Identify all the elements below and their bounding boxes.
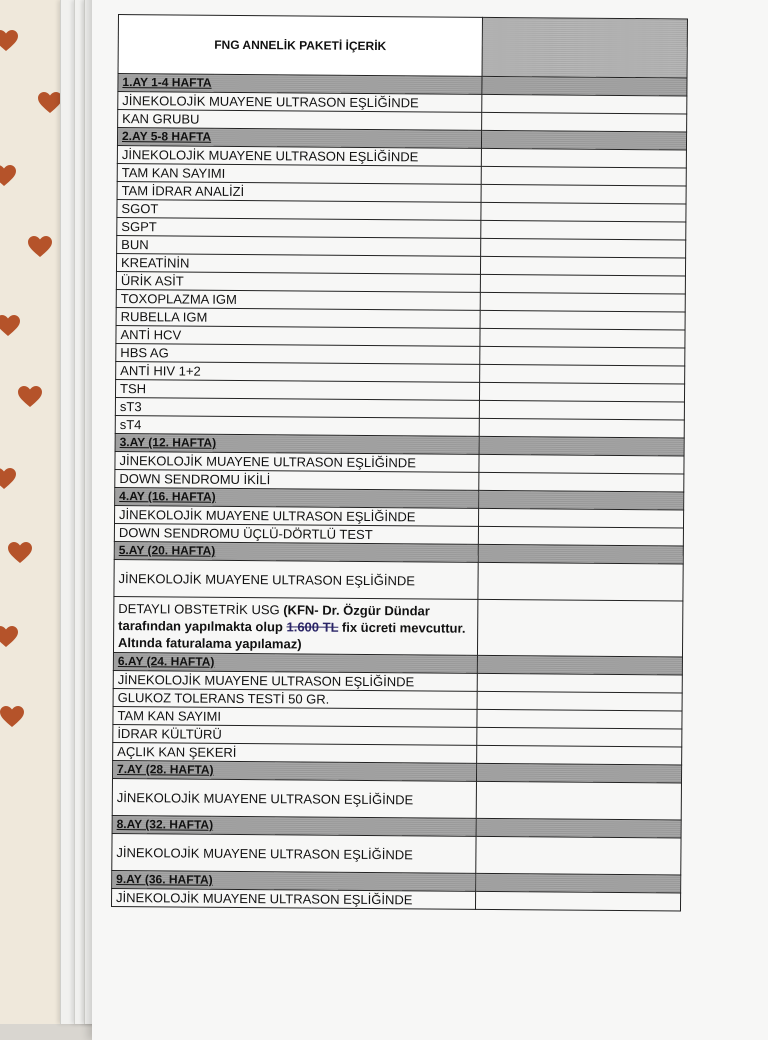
item-label: SGPT [117,217,481,238]
item-value [482,94,687,114]
item-value [481,238,686,258]
item-value [478,508,683,528]
item-value [481,148,686,168]
item-value [477,709,682,729]
item-label: ANTİ HCV [116,325,480,346]
item-value [478,526,683,546]
item-value [480,256,685,276]
content-table [111,14,688,911]
item-label: HBS AG [116,343,480,364]
item-label: GLUKOZ TOLERANS TESTİ 50 GR. [113,688,477,709]
heart-icon [0,468,16,490]
item-label: TSH [115,379,479,400]
item-label: AÇLIK KAN ŞEKERİ [113,742,477,763]
item-label: JİNEKOLOJİK MUAYENE ULTRASON EŞLİĞİNDE [117,145,481,166]
heart-icon [0,706,24,728]
heart-icon [18,386,42,408]
section-header: 7.AY (28. HAFTA) [112,760,476,781]
item-value [481,184,686,204]
item-label: RUBELLA IGM [116,307,480,328]
note-bold: (KFN- Dr. Özgür Dündar tarafından yapılmakta olup [118,601,430,634]
item-value [477,745,682,765]
heart-icon [28,236,52,258]
heart-icon [0,30,18,52]
item-value [479,418,684,438]
item-label: JİNEKOLOJİK MUAYENE ULTRASON EŞLİĞİNDE [114,505,478,526]
item-value [479,454,684,474]
item-label: KREATİNİN [116,253,480,274]
item-label: JİNEKOLOJİK MUAYENE ULTRASON EŞLİĞİNDE [114,559,478,599]
heart-icon [38,92,62,114]
item-value [479,400,684,420]
item-label: ÜRİK ASİT [116,271,480,292]
package-table [111,14,688,911]
item-value [477,673,682,693]
item-label: TAM KAN SAYIMI [117,163,481,184]
item-value [480,292,685,312]
note-bold: fix ücreti mevcuttur. Altında faturalama yapılamaz) [118,619,466,651]
item-value [480,346,685,366]
item-value [476,836,681,875]
section-header: 1.AY 1-4 HAFTA [118,74,482,95]
title-side-cell [482,17,687,78]
item-value [479,382,684,402]
note-plain: DETAYLI OBSTETRİK USG [118,600,284,617]
section-header-side [479,436,684,456]
item-row [112,778,681,819]
note-row [113,596,682,656]
section-header-side [476,818,681,838]
item-value [479,472,684,492]
note-text [113,596,477,655]
section-header-side [478,544,683,564]
item-value [481,202,686,222]
item-value [480,310,685,330]
item-label: TOXOPLAZMA IGM [116,289,480,310]
item-label: JİNEKOLOJİK MUAYENE ULTRASON EŞLİĞİNDE [113,670,477,691]
section-header-side [481,130,686,150]
item-label: JİNEKOLOJİK MUAYENE ULTRASON EŞLİĞİNDE [118,92,482,113]
section-header: 5.AY (20. HAFTA) [114,541,478,562]
item-label: JİNEKOLOJİK MUAYENE ULTRASON EŞLİĞİNDE [112,833,476,873]
item-value [480,328,685,348]
section-header: 2.AY 5-8 HAFTA [117,128,481,149]
item-value [480,274,685,294]
item-row [112,833,681,874]
struck-price: 1.600 TL [286,618,339,635]
item-label: JİNEKOLOJİK MUAYENE ULTRASON EŞLİĞİNDE [112,778,476,818]
item-row [114,559,683,600]
heart-icon [0,626,18,648]
item-label: sT3 [115,397,479,418]
section-header: 6.AY (24. HAFTA) [113,652,477,673]
item-value [481,220,686,240]
section-header-side [479,490,684,510]
section-header: 9.AY (36. HAFTA) [112,870,476,891]
item-label: DOWN SENDROMU ÜÇLÜ-DÖRTLÜ TEST [114,523,478,544]
item-label: TAM KAN SAYIMI [113,706,477,727]
item-value [481,166,686,186]
heart-icon [0,165,16,187]
section-header-side [477,655,682,675]
item-label: TAM İDRAR ANALİZİ [117,181,481,202]
item-value [476,781,681,820]
section-header-side [476,763,681,783]
heart-icon [8,542,32,564]
note-side [477,599,682,657]
item-label: JİNEKOLOJİK MUAYENE ULTRASON EŞLİĞİNDE [111,888,475,909]
item-label: ANTİ HIV 1+2 [116,361,480,382]
item-value [477,727,682,747]
title-row [118,15,687,78]
section-header: 8.AY (32. HAFTA) [112,815,476,836]
item-label: sT4 [115,415,479,436]
item-label: İDRAR KÜLTÜRÜ [113,724,477,745]
item-label: BUN [117,235,481,256]
item-value [478,562,683,601]
item-label: JİNEKOLOJİK MUAYENE ULTRASON EŞLİĞİNDE [115,451,479,472]
item-row [111,888,680,910]
section-header-side [482,76,687,96]
section-header-side [476,873,681,893]
item-value [480,364,685,384]
heart-icon [0,315,20,337]
page-title: FNG ANNELİK PAKETİ İÇERİK [118,15,482,77]
item-value [475,891,680,911]
item-label: DOWN SENDROMU İKİLİ [115,469,479,490]
section-header: 4.AY (16. HAFTA) [115,487,479,508]
item-value [482,112,687,132]
item-label: KAN GRUBU [118,110,482,131]
section-header: 3.AY (12. HAFTA) [115,433,479,454]
item-value [477,691,682,711]
item-label: SGOT [117,199,481,220]
